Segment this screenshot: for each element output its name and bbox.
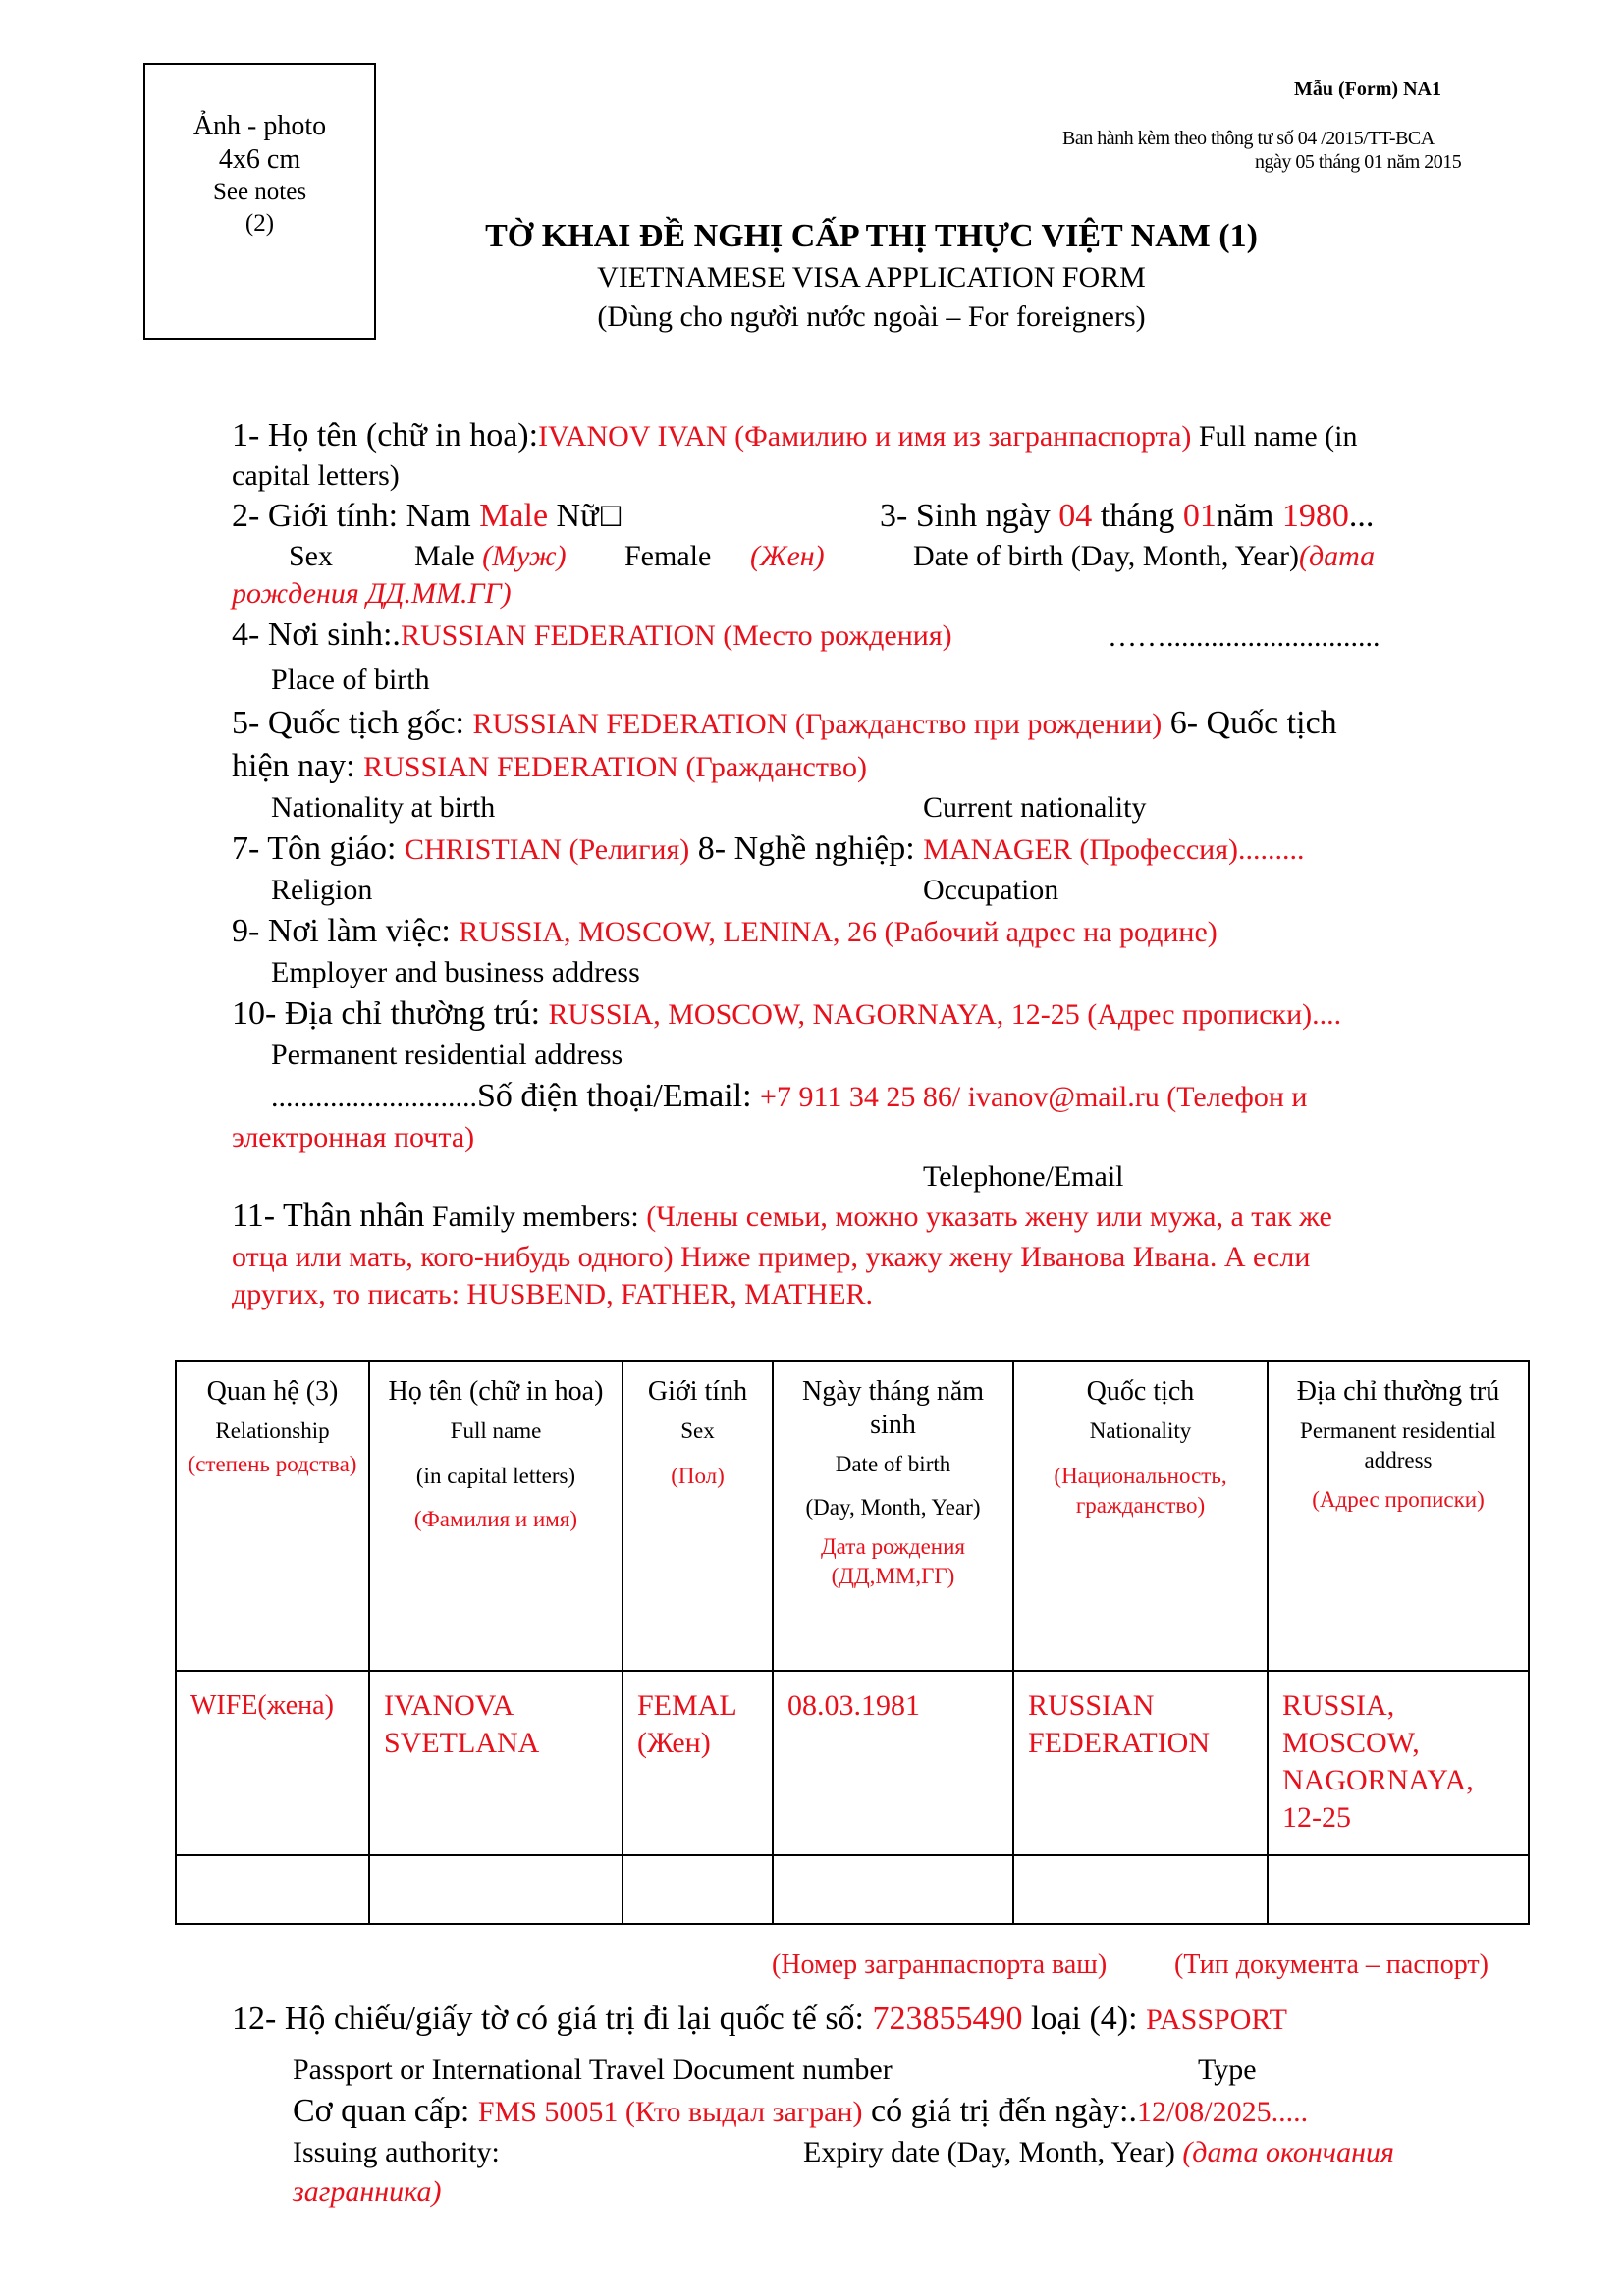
field-11-note-2: отца или мать, кого-нибудь одного) Ниже пример, укажу жену Иванова Ивана. А если	[232, 1241, 1311, 1273]
field-2-male-value: Male	[479, 498, 549, 534]
field-6-current-nationality	[232, 748, 867, 785]
field-5-en: Nationality at birth	[271, 791, 496, 824]
field-1-en-cont: capital letters)	[232, 459, 400, 492]
field-2-en-sex: Sex	[289, 540, 333, 572]
field-3-ru-cont: рождения ДД.ММ.ГГ)	[232, 577, 512, 610]
field-4-value: RUSSIAN FEDERATION (Место рождения)	[400, 619, 952, 652]
cell-empty[interactable]	[176, 1855, 369, 1924]
header-en: Permanent residential address	[1300, 1418, 1496, 1472]
field-11-en: Family members:	[424, 1201, 647, 1233]
header-ru: (Национальность, гражданство)	[1054, 1464, 1227, 1518]
field-11-note-1: (Члены семьи, можно указать жену или мужа, а так же	[646, 1201, 1332, 1233]
field-12-type-label: loại (4):	[1022, 2001, 1147, 2037]
header-en: Full name	[450, 1418, 542, 1443]
header-full-name	[369, 1361, 623, 1671]
passport-number-note: (Номер загранпаспорта ваш)	[772, 1949, 1108, 1980]
field-8-label: 8- Nghề nghiệp:	[689, 830, 924, 867]
cell-empty[interactable]	[623, 1855, 773, 1924]
field-8-value: MANAGER (Профессия).........	[923, 833, 1305, 866]
header-ru: (Адрес прописки)	[1312, 1487, 1485, 1512]
header-sex	[623, 1361, 773, 1671]
header-relationship	[176, 1361, 369, 1671]
field-3-dots: ...	[1348, 498, 1375, 534]
field-6-value: RUSSIAN FEDERATION (Гражданство)	[363, 751, 867, 783]
field-5-value: RUSSIAN FEDERATION (Гражданство при рождении)	[472, 708, 1163, 740]
field-2-label: 2- Giới tính: Nam	[232, 498, 480, 534]
field-3-month-label: tháng	[1092, 498, 1183, 534]
header-vn: Họ tên (chữ in hoa)	[388, 1376, 604, 1407]
cell-dob[interactable]: 08.03.1981	[773, 1671, 1013, 1855]
field-10-value: RUSSIA, MOSCOW, NAGORNAYA, 12-25 (Адрес прописки)....	[548, 998, 1342, 1031]
header-vn: Ngày tháng năm sinh	[801, 1376, 985, 1440]
field-3-year: 1980	[1281, 498, 1349, 534]
phone-label: Số điện thoại/Email:	[477, 1078, 761, 1114]
header-date-of-birth	[773, 1361, 1013, 1671]
title-en: VIETNAMESE VISA APPLICATION FORM	[597, 261, 1146, 294]
field-1-fullname	[232, 417, 1358, 454]
photo-label: Ảnh - photo	[192, 111, 327, 141]
photo-size: 4x6 cm	[218, 144, 301, 175]
phone-value: +7 911 34 25 86/ ivanov@mail.ru (Телефон и	[760, 1081, 1308, 1113]
cell-sex[interactable]: FEMAL (Жен)	[623, 1671, 773, 1855]
field-3-day: 04	[1058, 498, 1093, 534]
family-members-table	[175, 1360, 1530, 1925]
header-vn: Địa chỉ thường trú	[1296, 1376, 1500, 1407]
cell-nationality[interactable]: RUSSIAN FEDERATION	[1013, 1671, 1268, 1855]
field-1-value: IVANOV IVAN (Фамилию и имя из загранпаспорта)	[538, 420, 1192, 453]
authority-label: Cơ quan cấp:	[293, 2093, 478, 2129]
dob-en: Date of birth (Day, Month, Year)	[913, 540, 1299, 572]
field-10-label: 10- Địa chỉ thường trú:	[232, 995, 549, 1032]
field-2-female-label: Nữ	[548, 498, 599, 534]
field-3-month: 01	[1182, 498, 1217, 534]
header-ru: Дата рождения (ДД,ММ,ГГ)	[820, 1534, 966, 1588]
passport-type-note: (Тип документа – паспорт)	[1174, 1949, 1489, 1980]
header-en-2: (Day, Month, Year)	[805, 1495, 981, 1520]
field-12-number: 723855490	[872, 2001, 1023, 2037]
field-8-en: Occupation	[923, 874, 1059, 906]
field-12-en: Passport or International Travel Document number	[293, 2054, 893, 2086]
female-checkbox[interactable]: ☐	[598, 502, 623, 532]
header-en: Nationality	[1089, 1418, 1192, 1443]
photo-notes: See notes	[212, 179, 307, 205]
expiry-ru: (дата окончания	[1182, 2136, 1394, 2168]
field-9-en: Employer and business address	[271, 956, 640, 988]
phone-value-cont: электронная почта)	[232, 1121, 475, 1153]
title-vn: TỜ KHAI ĐỀ NGHỊ CẤP THỊ THỰC VIỆT NAM (1)	[485, 218, 1258, 254]
header-en: Relationship	[215, 1418, 330, 1443]
field-2-en-female: Female	[624, 540, 712, 572]
field-3-label: 3- Sinh ngày	[880, 498, 1059, 534]
expiry-en	[803, 2136, 1394, 2169]
field-phone	[271, 1078, 1307, 1115]
field-9-employer	[232, 913, 1218, 950]
form-code: Mẫu (Form) NA1	[1294, 79, 1441, 100]
field-5-nationality-birth	[232, 705, 1337, 742]
field-3-en	[913, 540, 1375, 573]
header-vn: Quốc tịch	[1086, 1376, 1195, 1407]
expiry-ru-cont: загранника)	[293, 2175, 442, 2208]
expiry-en-text: Expiry date (Day, Month, Year)	[803, 2136, 1183, 2168]
photo-box	[143, 63, 376, 340]
field-12-passport	[232, 2001, 1287, 2038]
header-vn: Quan hệ (3)	[206, 1376, 339, 1407]
field-2-sex	[232, 498, 623, 535]
field-10-en: Permanent residential address	[271, 1039, 623, 1071]
field-11-note-3: других, то писать: HUSBEND, FATHER, MATHER.	[232, 1278, 874, 1310]
authority-value: FMS 50051 (Кто выдал загран)	[477, 2096, 863, 2128]
field-2-ru-female: (Жен)	[750, 540, 825, 572]
cell-empty[interactable]	[369, 1855, 623, 1924]
cell-address[interactable]: RUSSIA, MOSCOW, NAGORNAYA, 12-25	[1268, 1671, 1529, 1855]
field-4-label: 4- Nơi sinh:.	[232, 616, 401, 653]
field-3-birthdate	[880, 498, 1374, 535]
expiry-value: 12/08/2025.....	[1136, 2096, 1309, 2128]
field-12-label: 12- Hộ chiếu/giấy tờ có giá trị đi lại quốc tế số:	[232, 2001, 873, 2037]
photo-note-number: (2)	[244, 210, 275, 237]
cell-empty[interactable]	[1013, 1855, 1268, 1924]
table-header-row	[176, 1361, 1529, 1671]
field-7-8	[232, 830, 1305, 868]
field-1-label: 1- Họ tên (chữ in hoa):	[232, 417, 539, 454]
field-7-en: Religion	[271, 874, 373, 906]
field-10-address	[232, 995, 1341, 1033]
header-ru: (Фамилия и имя)	[413, 1507, 578, 1531]
male-en: Male	[414, 540, 483, 572]
authority-en: Issuing authority:	[293, 2136, 500, 2168]
header-vn: Giới tính	[647, 1376, 748, 1407]
header-ru: (Пол)	[671, 1464, 725, 1488]
header-en-2: (in capital letters)	[415, 1464, 576, 1488]
header-en: Date of birth	[835, 1452, 951, 1476]
field-6-en: Current nationality	[923, 791, 1147, 824]
field-7-label: 7- Tôn giáo:	[232, 830, 405, 867]
field-9-value: RUSSIA, MOSCOW, LENINA, 26 (Рабочий адрес на родине)	[459, 916, 1218, 948]
table-row	[176, 1855, 1529, 1924]
field-5-label: 5- Quốc tịch gốc:	[232, 705, 473, 741]
issued-line-2: ngày 05 tháng 01 năm 2015	[1255, 151, 1462, 173]
field-9-label: 9- Nơi làm việc:	[232, 913, 460, 949]
field-11-label: 11- Thân nhân	[232, 1198, 425, 1234]
field-3-year-label: năm	[1216, 498, 1282, 534]
field-4-en: Place of birth	[271, 664, 430, 696]
field-authority-expiry	[293, 2093, 1308, 2130]
field-12-type: PASSPORT	[1146, 2003, 1287, 2036]
dob-ru: (дата	[1298, 540, 1376, 572]
field-2-en-male	[414, 540, 567, 573]
male-ru: (Муж)	[482, 540, 567, 572]
header-ru: (степень родства)	[188, 1452, 357, 1476]
field-6-label-cont: hiện nay:	[232, 748, 364, 784]
field-11-family	[232, 1198, 1332, 1235]
field-1-en: Full name (in	[1191, 420, 1358, 453]
field-4-birthplace	[232, 616, 952, 654]
cell-name[interactable]: IVANOVA SVETLANA	[369, 1671, 623, 1855]
expiry-label: có giá trị đến ngày:.	[862, 2093, 1137, 2129]
field-4-dots: …….............................	[1108, 620, 1380, 653]
field-7-value: CHRISTIAN (Религия)	[404, 833, 690, 866]
header-en: Sex	[680, 1418, 715, 1443]
issued-line-1: Ban hành kèm theo thông tư số 04 /2015/TT-BCA	[1062, 128, 1435, 149]
cell-empty[interactable]	[1268, 1855, 1529, 1924]
header-nationality	[1013, 1361, 1268, 1671]
cell-empty[interactable]	[773, 1855, 1013, 1924]
table-row	[176, 1671, 1529, 1855]
phone-en: Telephone/Email	[923, 1160, 1124, 1193]
header-address	[1268, 1361, 1529, 1671]
title-sub: (Dùng cho người nước ngoài – For foreigners)	[597, 300, 1146, 333]
field-12-en-type: Type	[1198, 2054, 1257, 2086]
field-6-label: 6- Quốc tịch	[1162, 705, 1337, 741]
phone-dots: ............................	[271, 1081, 477, 1113]
cell-relationship[interactable]: WIFE(жена)	[176, 1671, 369, 1855]
